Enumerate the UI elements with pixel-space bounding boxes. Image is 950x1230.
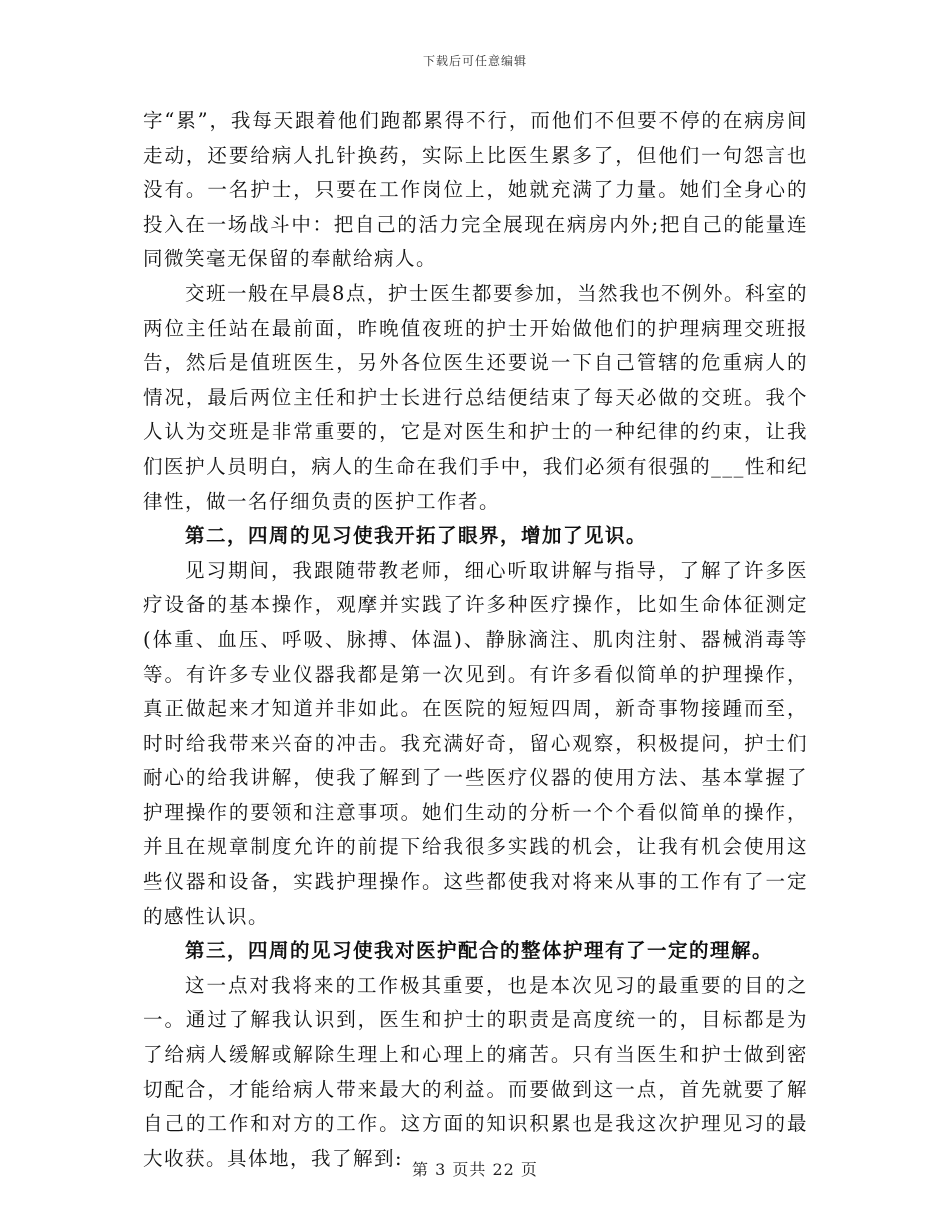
page-footer: 第 3 页共 22 页 xyxy=(412,1160,538,1179)
section-heading-third: 第三，四周的见习使我对医护配合的整体护理有了一定的理解。 xyxy=(185,939,774,963)
paragraph-internship-experience: 见习期间，我跟随带教老师，细心听取讲解与指导，了解了许多医疗设备的基本操作，观摩并实践了许多种医疗操作，比如生命体征测定(体重、血压、呼吸、脉搏、体温)、静脉滴注、肌肉注射、器械消毒等等。有许多专业仪器我都是第一次见到。有许多看似简单的护理操作，真正做起来才知道并非如此。在医院的短短四周，新奇事物接踵而至，时时给我带来兴奋的冲击。我充满好奇，留心观察，积极提问，护士们耐心的给我讲解，使我了解到了一些医疗仪器的使用方法、基本掌握了护理操作的要领和注意事项。她们生动的分析一个个看似简单的操作，并且在规章制度允许的前提下给我很多实践的机会，让我有机会使用这些仪器和设备，实践护理操作。这些都使我对将来从事的工作有了一定的感性认识。 xyxy=(143,558,808,928)
paragraph-continuation: 字“累”，我每天跟着他们跑都累得不行，而他们不但要不停的在病房间走动，还要给病人扎针换药，实际上比医生累多了，但他们一句怨言也没有。一名护士，只要在工作岗位上，她就充满了力量。她们全身心的投入在一场战斗中：把自己的活力完全展现在病房内外;把自己的能量连同微笑毫无保留的奉献给病人。 xyxy=(143,109,808,271)
document-body xyxy=(143,104,808,1176)
paragraph-doctor-nurse-cooperation: 这一点对我将来的工作极其重要，也是本次见习的最重要的目的之一。通过了解我认识到，医生和护士的职责是高度统一的，目标都是为了给病人缓解或解除生理上和心理上的痛苦。只有当医生和护士做到密切配合，才能给病人带来最大的利益。而要做到这一点，首先就要了解自己的工作和对方的工作。这方面的知识积累也是我这次护理见习的最大收获。具体地，我了解到: xyxy=(143,973,808,1170)
section-heading-second: 第二，四周的见习使我开拓了眼界，增加了见识。 xyxy=(185,524,648,548)
paragraph-handover: 交班一般在早晨8点，护士医生都要参加，当然我也不例外。科室的两位主任站在最前面，昨晚值夜班的护士开始做他们的护理病理交班报告，然后是值班医生，另外各位医生还要说一下自己管辖的危重病人的情况，最后两位主任和护士长进行总结便结束了每天必做的交班。我个人认为交班是非常重要的，它是对医生和护士的一种纪律的约束，让我们医护人员明白，病人的生命在我们手中，我们必须有很强的___性和纪律性，做一名仔细负责的医护工作者。 xyxy=(143,281,808,513)
page-header: 下载后可任意编辑 xyxy=(422,54,527,68)
